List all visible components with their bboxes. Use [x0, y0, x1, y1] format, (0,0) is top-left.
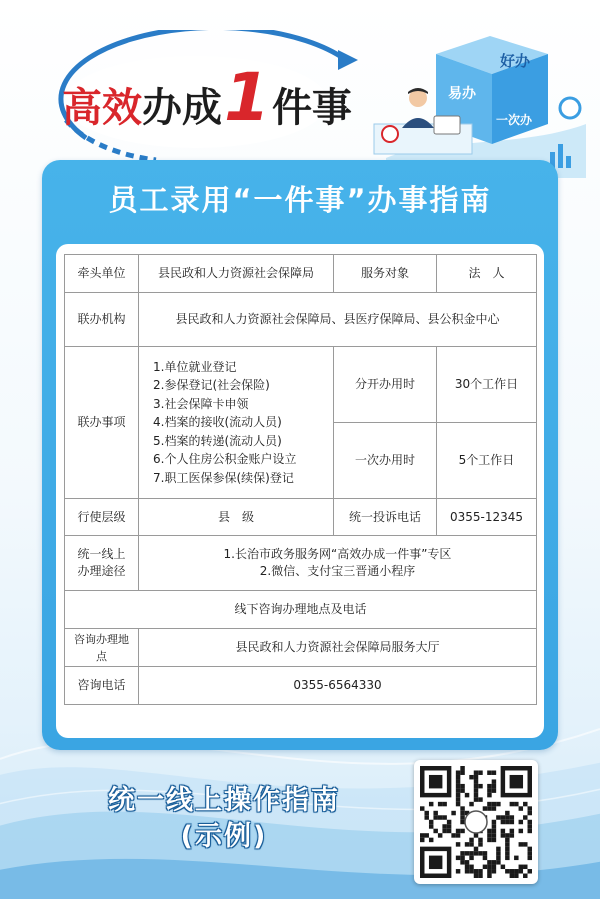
online-label-line-2: 办理途径 — [77, 564, 126, 578]
online-guide-title: 统一线上操作指南 — [108, 785, 340, 816]
list-item: 5.档案的转递(流动人员) — [153, 433, 282, 448]
slogan-part-2: 办成 — [142, 85, 222, 131]
qr-code[interactable] — [414, 760, 538, 884]
list-item: 4.档案的接收(流动人员) — [153, 415, 282, 430]
table-row — [65, 499, 537, 536]
list-item: 7.职工医保参保(续保)登记 — [153, 470, 294, 485]
list-item: 3.社会保障卡申领 — [153, 396, 249, 411]
once-time-label: 一次办用时 — [334, 423, 437, 499]
service-target-label: 服务对象 — [334, 255, 437, 293]
slogan-part-3: 件事 — [271, 85, 352, 131]
online-channel-2: 2.微信、支付宝三晋通小程序 — [259, 564, 416, 578]
joint-agencies-label: 联办机构 — [65, 293, 139, 347]
cube-label-3: 一次办 — [496, 113, 533, 127]
table-row — [65, 536, 537, 591]
online-label — [65, 536, 139, 591]
qr-code-icon — [414, 760, 538, 884]
guide-card — [42, 160, 558, 750]
separate-time-value: 30个工作日 — [437, 347, 537, 423]
table-row — [65, 667, 537, 705]
lead-unit-value: 县民政和人力资源社会保障局 — [139, 255, 334, 293]
table-row — [65, 255, 537, 293]
guide-table — [64, 254, 537, 705]
cube-label-1: 好办 — [500, 52, 531, 70]
offline-header: 线下咨询办理地点及电话 — [65, 591, 537, 629]
address-label: 咨询办理地点 — [65, 629, 139, 667]
slogan-title — [62, 58, 352, 136]
list-item: 1.单位就业登记 — [153, 359, 237, 374]
address-value: 县民政和人力资源社会保障局服务大厅 — [139, 629, 537, 667]
service-target-value: 法 人 — [437, 255, 537, 293]
guide-title: 员工录用“一件事”办事指南 — [108, 183, 492, 217]
red-circle-icon — [382, 126, 398, 142]
joint-items-list — [139, 347, 334, 499]
complaint-phone: 0355-12345 — [437, 499, 537, 536]
lead-unit-label: 牵头单位 — [65, 255, 139, 293]
complaint-label: 统一投诉电话 — [334, 499, 437, 536]
level-label: 行使层级 — [65, 499, 139, 536]
online-channel-1: 1.长治市政务服务网“高效办成一件事”专区 — [223, 547, 452, 561]
table-row — [65, 629, 537, 667]
separate-time-label: 分开办用时 — [334, 347, 437, 423]
person-icon — [402, 88, 434, 128]
table-row — [65, 347, 537, 423]
guide-table-panel — [56, 244, 544, 738]
joint-agencies-value: 县民政和人力资源社会保障局、县医疗保障局、县公积金中心 — [139, 293, 537, 347]
phone-value: 0355-6564330 — [139, 667, 537, 705]
slogan-number: 1 — [224, 59, 270, 136]
once-time-value: 5个工作日 — [437, 423, 537, 499]
monitor-icon — [434, 116, 460, 134]
online-label-line-1: 统一线上 — [77, 547, 126, 561]
cube-label-2: 易办 — [448, 86, 476, 102]
joint-items-label: 联办事项 — [65, 347, 139, 499]
table-row — [65, 293, 537, 347]
list-item: 6.个人住房公积金账户设立 — [153, 452, 297, 467]
level-value: 县 级 — [139, 499, 334, 536]
pie-chart-icon — [560, 98, 580, 118]
online-guide-subtitle: (示例) — [180, 821, 268, 852]
table-row — [65, 591, 537, 629]
online-channels — [139, 536, 537, 591]
phone-label: 咨询电话 — [65, 667, 139, 705]
online-guide-caption — [84, 783, 364, 855]
list-item: 2.参保登记(社会保险) — [153, 378, 270, 393]
slogan-part-1: 高效 — [62, 85, 142, 131]
